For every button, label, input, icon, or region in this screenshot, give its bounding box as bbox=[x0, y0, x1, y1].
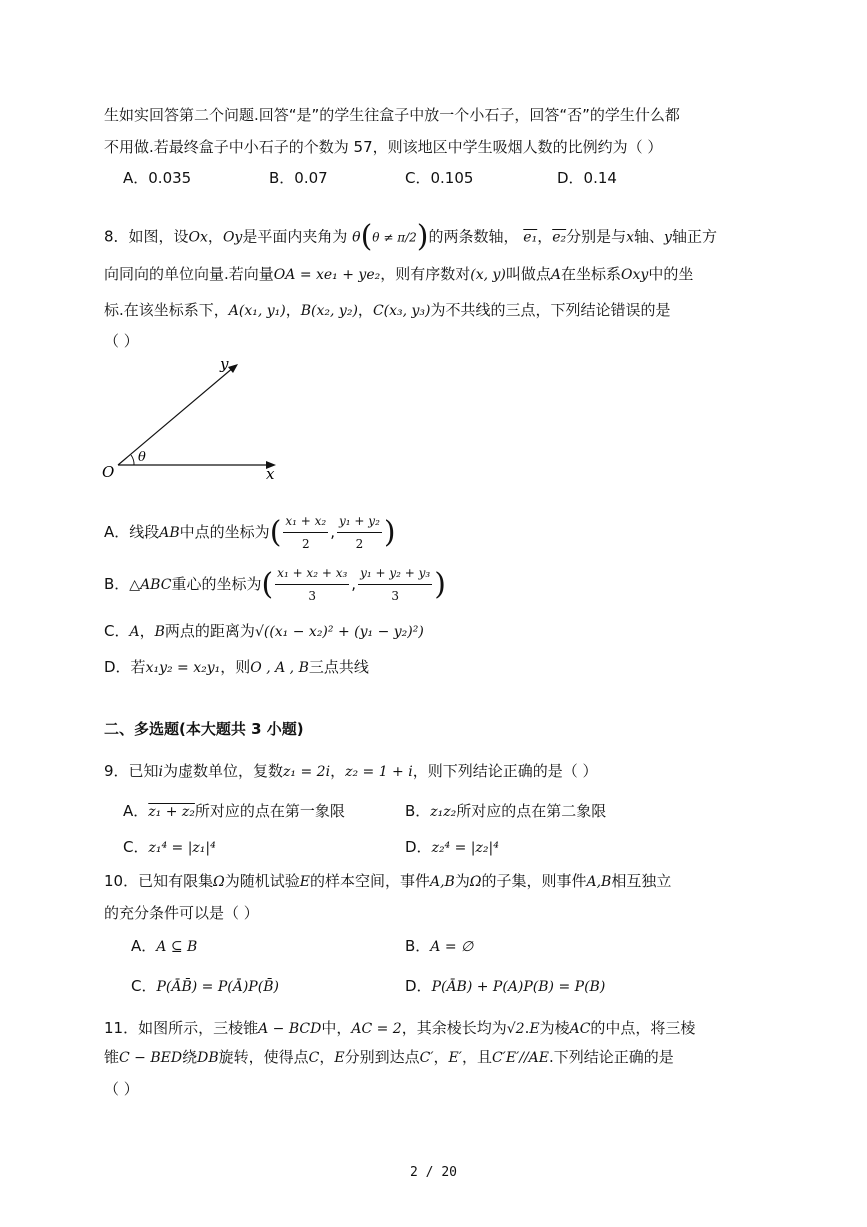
q8-text: ，则有序数对 bbox=[380, 265, 471, 283]
q10-option-a: A．A ⊆ B bbox=[131, 937, 198, 955]
q8-text: 分别是与 bbox=[566, 227, 627, 246]
coordinate-figure bbox=[100, 355, 300, 485]
intro-line-2: 不用做.若最终盒子中小石子的个数为 57，则该地区中学生吸烟人数的比例约为（ ） bbox=[104, 138, 663, 156]
q7-option-c: C．0.105 bbox=[405, 169, 474, 187]
q8-line-3: 标.在该坐标系下，A(x₁, y₁)，B(x₂, y₂)，C(x₃, y₃)为不共线的三点，下列结论错误的是 bbox=[104, 301, 671, 319]
q8-text: 为不共线的三点，下列结论错误的是 bbox=[430, 301, 671, 319]
q9-option-c: C．z₁⁴ = |z₁|⁴ bbox=[123, 838, 216, 856]
q10-line-1: 10．已知有限集Ω为随机试验E的样本空间，事件A,B为Ω的子集，则事件A,B相互独立 bbox=[104, 872, 672, 890]
option-text: 两点的距离为 bbox=[164, 622, 255, 640]
q8-point-A: A(x₁, y₁) bbox=[228, 303, 286, 319]
q11-math: C − BED bbox=[119, 1050, 183, 1066]
q10-option-c: C．P(ĀB̄) = P(Ā)P(B̄) bbox=[131, 977, 279, 995]
fraction: $\frac{\text{y₁ + y₂}}{2}$ bbox=[337, 510, 382, 555]
q11-line-3: （ ） bbox=[104, 1080, 139, 1098]
option-text: C． bbox=[104, 622, 130, 640]
q11-math: E′ bbox=[448, 1050, 462, 1066]
option-text: ，则 bbox=[220, 658, 251, 676]
q8-text: 中的坐 bbox=[648, 265, 694, 283]
q8-pair: (x, y) bbox=[470, 267, 506, 283]
section-heading: 二、多选题(本大题共 3 小题) bbox=[104, 720, 304, 738]
q8-option-a: A．线段AB中点的坐标为( $\frac{\text{x₁ + x₂}}{2}$ , $\frac{\text{y₁ + y₂}}{2}$ ) bbox=[104, 510, 396, 555]
q8-text: 的两条数轴， bbox=[428, 227, 519, 246]
intro-line-1: 生如实回答第二个问题.回答“是”的学生往盒子中放一个小石子，回答“否”的学生什么都 bbox=[104, 106, 680, 124]
option-math: P(ĀB̄) = P(Ā)P(B̄) bbox=[156, 979, 279, 995]
option-math: △ABC bbox=[129, 577, 172, 593]
q8-text: 轴、 bbox=[634, 227, 665, 246]
q11-math: √2 bbox=[506, 1021, 525, 1037]
q8-text: 叫做点 bbox=[505, 265, 551, 283]
q8-e1: e₁ bbox=[523, 229, 538, 246]
q8-sep: ， bbox=[207, 227, 223, 246]
q11-math: AC bbox=[569, 1021, 591, 1037]
page-number: 2 / 20 bbox=[410, 1165, 457, 1180]
q8-oxy: Oxy bbox=[621, 267, 649, 283]
q8-text: 是平面内夹角为 bbox=[242, 227, 348, 246]
q11-math: AC = 2 bbox=[351, 1021, 402, 1037]
option-math: z₁ + z₂ bbox=[148, 804, 195, 820]
q9-option-d: D．z₂⁴ = |z₂|⁴ bbox=[405, 838, 499, 856]
figure-y-label: y bbox=[220, 355, 229, 373]
q8-oy: Oy bbox=[222, 229, 243, 246]
option-math: P(ĀB) + P(A)P(B) = P(B) bbox=[431, 979, 606, 995]
figure-origin-label: O bbox=[102, 463, 115, 481]
option-math: z₁z₂ bbox=[430, 804, 457, 820]
q11-math: C bbox=[308, 1050, 320, 1066]
q8-point-a: A bbox=[550, 267, 562, 283]
q9-text: 为虚数单位，复数 bbox=[163, 762, 284, 780]
fraction: $\frac{\text{x₁ + x₂ + x₃}}{3}$ bbox=[275, 562, 349, 607]
option-math: z₂⁴ = |z₂|⁴ bbox=[431, 840, 499, 856]
q11-math: E bbox=[529, 1021, 540, 1037]
option-math: A ⊆ B bbox=[156, 939, 198, 955]
q8-option-d bbox=[104, 656, 369, 679]
q8-text: 标.在该坐标系下， bbox=[104, 301, 229, 319]
option-text: 中点的坐标为 bbox=[179, 523, 270, 541]
q8-line-1: 8．如图，设Ox，Oy是平面内夹角为 θ(θ ≠ π/2)的两条数轴， e₁，e₂分别是与x轴、y轴正方 bbox=[104, 219, 717, 254]
option-text: D．若 bbox=[104, 658, 146, 676]
q8-point-B: B(x₂, y₂) bbox=[300, 303, 358, 319]
q8-ox: Ox bbox=[188, 229, 208, 246]
option-math: A = ∅ bbox=[430, 939, 474, 955]
figure-x-label: x bbox=[266, 465, 275, 483]
option-text: 重心的坐标为 bbox=[171, 575, 262, 593]
q10-math: Ω bbox=[469, 874, 482, 890]
q9-option-b: B．z₁z₂所对应的点在第二象限 bbox=[405, 802, 607, 820]
option-math: x₁y₂ = x₂y₁ bbox=[145, 660, 221, 676]
q11-math: C′E′//AE bbox=[491, 1050, 550, 1066]
q9-text: ，则下列结论正确的是（ ） bbox=[412, 762, 598, 780]
q10-math: Ω bbox=[213, 874, 225, 890]
q11-math: DB bbox=[197, 1050, 219, 1066]
option-math: O , A , B bbox=[250, 660, 309, 676]
q8-line-4: （ ） bbox=[104, 332, 139, 350]
q8-theta-condition: θ ≠ π/2 bbox=[372, 230, 417, 245]
q7-option-a: A．0.035 bbox=[123, 169, 192, 187]
q9-stem: 9．已知i为虚数单位，复数z₁ = 2i，z₂ = 1 + i，则下列结论正确的是（ ） bbox=[104, 762, 598, 780]
q9-option-a: A．z₁ + z₂所对应的点在第一象限 bbox=[123, 802, 345, 820]
q8-theta: θ bbox=[352, 229, 361, 246]
q11-math: C′ bbox=[419, 1050, 434, 1066]
option-text: B． bbox=[104, 575, 130, 593]
option-text: 三点共线 bbox=[308, 658, 369, 676]
q10-option-d: D．P(ĀB) + P(A)P(B) = P(B) bbox=[405, 977, 606, 995]
q10-option-b: B．A = ∅ bbox=[405, 937, 474, 955]
q9-math: i bbox=[158, 764, 164, 780]
q11-line-1: 11．如图所示，三棱锥A − BCD中，AC = 2，其余棱长均为√2.E为棱AC的中点，将三棱 bbox=[104, 1019, 696, 1037]
q11-line-2: 锥C − BED绕DB旋转，使得点C，E分别到达点C′，E′，且C′E′//AE.下列结论正确的是 bbox=[104, 1048, 674, 1066]
q8-point-C: C(x₃, y₃) bbox=[372, 303, 431, 319]
q8-vector-eq: OA = xe₁ + ye₂ bbox=[273, 267, 381, 283]
q7-option-b: B．0.07 bbox=[269, 169, 328, 187]
q10-line-2: 的充分条件可以是（ ） bbox=[104, 904, 259, 922]
q10-math: A,B bbox=[429, 874, 455, 890]
option-math: B bbox=[154, 624, 165, 640]
option-math: AB bbox=[159, 525, 180, 541]
q8-y: y bbox=[664, 229, 672, 246]
q11-math: E bbox=[334, 1050, 345, 1066]
q8-line-2 bbox=[104, 263, 693, 286]
distance-formula: √((x₁ − x₂)² + (y₁ − y₂)²) bbox=[254, 624, 424, 640]
q7-option-d: D．0.14 bbox=[557, 169, 617, 187]
fraction: $\frac{\text{x₁ + x₂}}{2}$ bbox=[283, 510, 328, 555]
q9-math: z₂ = 1 + i bbox=[345, 764, 413, 780]
q11-math: A − BCD bbox=[258, 1021, 322, 1037]
option-math: z₁⁴ = |z₁|⁴ bbox=[148, 840, 216, 856]
q8-x: x bbox=[626, 229, 635, 246]
q8-text: 轴正方 bbox=[671, 227, 717, 246]
fraction: $\frac{\text{y₁ + y₂ + y₃}}{3}$ bbox=[358, 562, 432, 607]
q9-math: z₁ = 2i bbox=[283, 764, 331, 780]
figure-theta-label: θ bbox=[138, 450, 146, 465]
q9-text: 9．已知 bbox=[104, 762, 159, 780]
option-math: A bbox=[129, 624, 140, 640]
q8-e2: e₂ bbox=[552, 229, 567, 246]
q10-math: E bbox=[299, 874, 310, 890]
q8-text: 向同向的单位向量.若向量 bbox=[104, 265, 274, 283]
q8-option-c: C．A，B两点的距离为√((x₁ − x₂)² + (y₁ − y₂)²) bbox=[104, 622, 424, 640]
q8-text: 在坐标系 bbox=[561, 265, 622, 283]
q10-math: A,B bbox=[586, 874, 612, 890]
q8-text: 8．如图，设 bbox=[104, 227, 189, 246]
option-text: A．线段 bbox=[104, 523, 160, 541]
q8-option-b: B．△ABC重心的坐标为( $\frac{\text{x₁ + x₂ + x₃}}{3}$ , $\frac{\text{y₁ + y₂ + y₃}}{3}$ ) bbox=[104, 562, 446, 607]
